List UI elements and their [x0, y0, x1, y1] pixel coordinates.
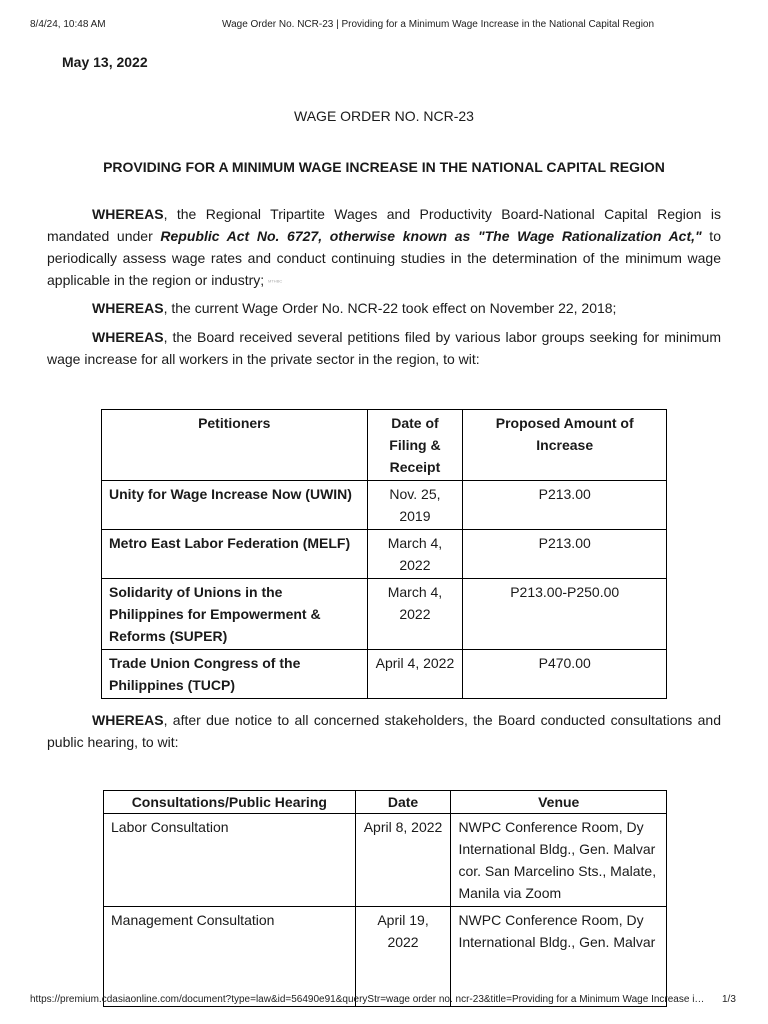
table-row — [104, 814, 667, 907]
filing-date-cell: Nov. 25, 2019 — [367, 481, 463, 530]
print-footer-url[interactable]: https://premium.cdasiaonline.com/document?type=law&id=56490e91&queryStr=wage order no. ncr-23&title=Providing for a Minimum Wage Increase i… — [30, 994, 705, 1005]
filing-date-cell: March 4, 2022 — [367, 579, 463, 650]
whereas-text: , the Board received several petitions filed by various labor groups seeking for minimum wage increase for all workers in the private sector in the region, to wit: — [47, 329, 721, 367]
amount-cell: P470.00 — [463, 650, 667, 699]
whereas-lead: WHEREAS — [92, 329, 164, 345]
table-row — [104, 907, 667, 1007]
faint-mark: MTHBC — [268, 278, 283, 284]
column-header: Venue — [451, 791, 667, 814]
petitioner-cell: Metro East Labor Federation (MELF) — [102, 530, 368, 579]
print-header-datetime: 8/4/24, 10:48 AM — [30, 19, 106, 30]
consultation-type-cell: Labor Consultation — [104, 814, 356, 907]
print-footer-page-number: 1/3 — [722, 994, 736, 1005]
whereas-text: to periodically assess wage rates and conduct continuing studies in the determination of the minimum wage applicable in the region or industry; — [47, 228, 721, 288]
statute-reference: Republic Act No. 6727, otherwise known as "The Wage Rationalization Act," — [160, 228, 702, 244]
column-header: Petitioners — [102, 410, 368, 481]
table-row — [102, 650, 667, 699]
table-row — [102, 530, 667, 579]
whereas-paragraph-2 — [47, 297, 721, 319]
amount-cell: P213.00 — [463, 481, 667, 530]
whereas-lead: WHEREAS — [92, 300, 164, 316]
amount-cell: P213.00-P250.00 — [463, 579, 667, 650]
consultation-date-cell: April 8, 2022 — [355, 814, 451, 907]
whereas-paragraph-4 — [47, 709, 721, 753]
whereas-text: , the Regional Tripartite Wages and Productivity Board-National Capital Region is mandated under — [47, 206, 721, 244]
petitions-table — [101, 409, 667, 699]
venue-cell: NWPC Conference Room, Dy International Bldg., Gen. Malvar cor. San Marcelino Sts., Malate, Manila via Zoom — [451, 814, 667, 907]
filing-date-cell: March 4, 2022 — [367, 530, 463, 579]
whereas-lead: WHEREAS — [92, 712, 164, 728]
petitioner-cell: Solidarity of Unions in the Philippines for Empowerment & Reforms (SUPER) — [102, 579, 368, 650]
petitioner-cell: Unity for Wage Increase Now (UWIN) — [102, 481, 368, 530]
column-header: Consultations/Public Hearing — [104, 791, 356, 814]
whereas-text: , the current Wage Order No. NCR-22 took effect on November 22, 2018; — [163, 300, 617, 316]
document-date: May 13, 2022 — [62, 54, 148, 70]
hearings-table — [103, 790, 667, 1007]
print-header-title: Wage Order No. NCR-23 | Providing for a Minimum Wage Increase in the National Capital Region — [222, 19, 655, 30]
consultation-date-cell: April 19, 2022 — [355, 907, 451, 1007]
petitioner-cell: Trade Union Congress of the Philippines (TUCP) — [102, 650, 368, 699]
consultation-type-cell: Management Consultation — [104, 907, 356, 1007]
column-header: Proposed Amount of Increase — [463, 410, 667, 481]
amount-cell: P213.00 — [463, 530, 667, 579]
whereas-paragraph-3 — [47, 326, 721, 370]
whereas-lead: WHEREAS — [92, 206, 164, 222]
table-header-row — [104, 791, 667, 814]
order-number: WAGE ORDER NO. NCR-23 — [294, 108, 474, 124]
column-header: Date of Filing & Receipt — [367, 410, 463, 481]
column-header: Date — [355, 791, 451, 814]
table-row — [102, 579, 667, 650]
table-row — [102, 481, 667, 530]
order-subject: PROVIDING FOR A MINIMUM WAGE INCREASE IN THE NATIONAL CAPITAL REGION — [103, 159, 665, 175]
venue-cell: NWPC Conference Room, Dy International Bldg., Gen. Malvar — [451, 907, 667, 1007]
table-header-row — [102, 410, 667, 481]
whereas-text: , after due notice to all concerned stakeholders, the Board conducted consultations and public hearing, to wit: — [47, 712, 721, 750]
whereas-paragraph-1 — [47, 203, 721, 292]
filing-date-cell: April 4, 2022 — [367, 650, 463, 699]
